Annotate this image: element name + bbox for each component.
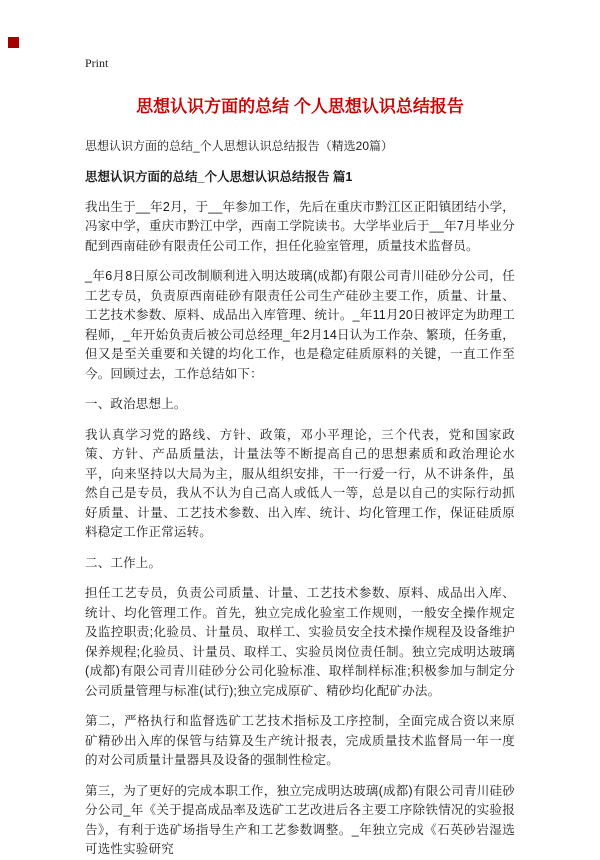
article-subtitle: 思想认识方面的总结_个人思想认识总结报告（精选20篇） <box>85 139 394 154</box>
paragraph: _年6月8日原公司改制顺利进入明达玻璃(成都)有限公司青川硅砂分公司，任工艺专员，负责原西南硅砂有限责任公司生产硅砂主要工作，质量、计量、工艺技术参数、原料、成品出入库管理、统计。_年11月20日被评定为助理工程师，_年开始负责后被公司总经理_年2月14日认为工作杂、繁琐，任务重，但又是至关重要和关键的均化工作，也是稳定硅质原料的关键，一直工作至今。回顾过去，工作总结如下： <box>85 269 515 381</box>
paragraph-heading: 一、政治思想上。 <box>85 397 187 412</box>
logo-square-icon <box>8 37 19 48</box>
article-title: 思想认识方面的总结 个人思想认识总结报告 <box>136 97 464 116</box>
section-heading: 思想认识方面的总结_个人思想认识总结报告 篇1 <box>85 170 353 185</box>
paragraph-heading: 二、工作上。 <box>85 555 162 570</box>
paragraph: 我认真学习党的路线、方针、政策，邓小平理论，三个代表，党和国家政策、方针、产品质量法，计量法等不断提高自己的思想素质和政治理论水平，向来坚持以大局为主，服从组织安排，干一行爱一行，从不讲条件，虽然自己是专员，我从不认为自己高人或低人一等，总是以自己的实际行动抓好质量、计量、工艺技术参数、出入库、统计、均化管理工作，保证硅质原料稳定工作正常运转。 <box>85 427 515 540</box>
paragraph: 我出生于__年2月，于__年参加工作，先后在重庆市黔江区正阳镇团结小学，冯家中学，重庆市黔江中学，西南工学院读书。大学毕业后于__年7月毕业分配到西南硅砂有限责任公司工作，担任化验室管理，质量技术监督员。 <box>85 199 515 253</box>
paragraph: 第二，严格执行和监督选矿工艺技术指标及工序控制，全面完成合资以来原矿精砂出入库的保管与结算及生产统计报表，完成质量技术监督局一年一度的对公司质量计量器具及设备的强制性检定。 <box>85 714 515 768</box>
paragraph: 担任工艺专员，负责公司质量、计量、工艺技术参数、原料、成品出入库、统计、均化管理工作。首先，独立完成化验室工作规则，一般安全操作规定及监控职责;化验员、计量员、取样工、实验员安全技术操作规程及设备维护保养规程;化验员、计量员、取样工、实验员岗位责任制。独立完成明达玻璃(成都)有限公司青川硅砂分公司化验标准、取样制样标准;积极参加与制定分公司质量管理与标准(试行);独立完成原矿、精砂均化配矿办法。 <box>85 586 515 698</box>
paragraph: 第三，为了更好的完成本职工作，独立完成明达玻璃(成都)有限公司青川硅砂分公司_年《关于提高成品率及选矿工艺改进后各主要工序除铁情况的实验报告》，有利于选矿场指导生产和工艺参数调整。_年独立完成《石英砂岩湿选可选性实验研究 <box>85 783 515 857</box>
print-link[interactable]: Print <box>85 56 109 70</box>
